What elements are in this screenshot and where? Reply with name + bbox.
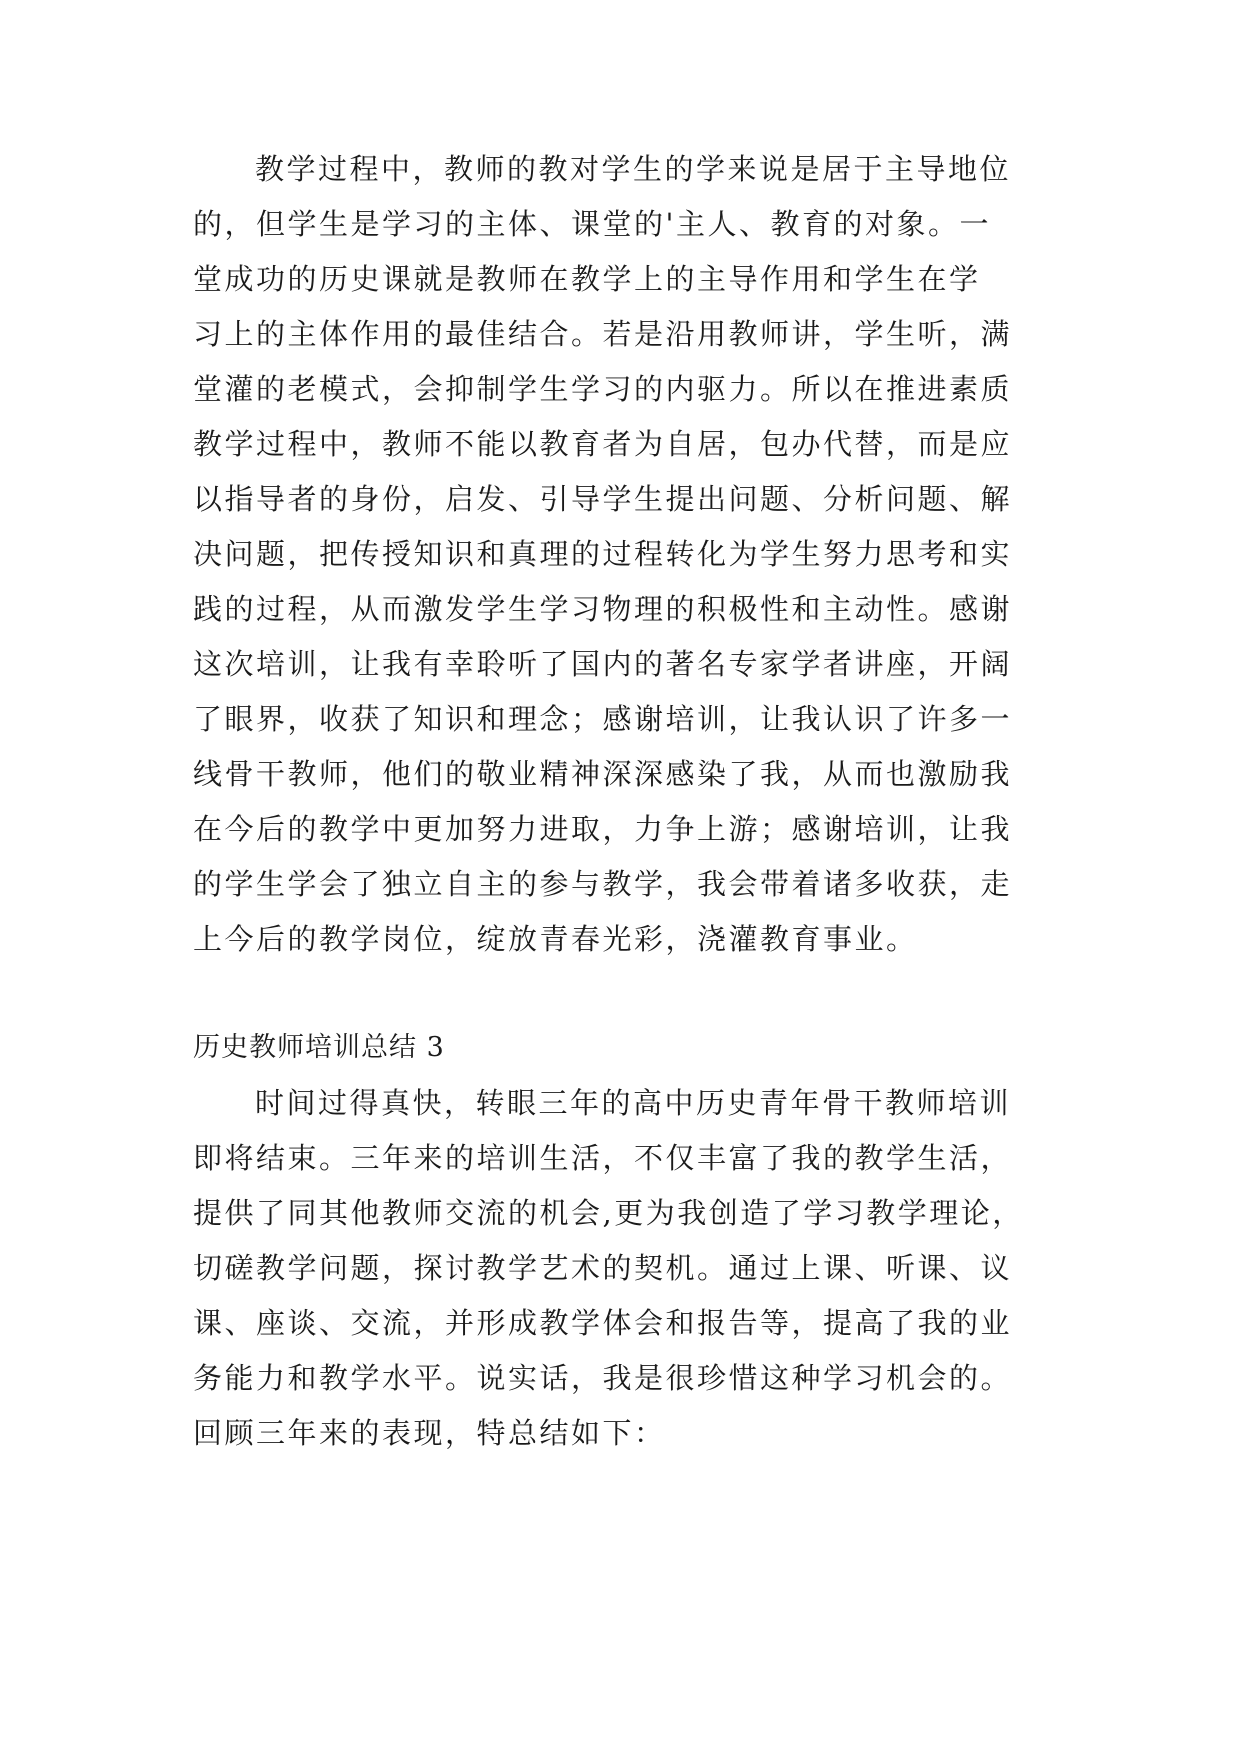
section-heading: 历史教师培训总结 3 <box>193 1032 445 1063</box>
paragraph-1-line-1: 教学过程中，教师的教对学生的学来说是居于主导地位 <box>255 152 1012 186</box>
paragraph-1-line-8: 决问题，把传授知识和真理的过程转化为学生努力思考和实 <box>193 537 1013 571</box>
paragraph-1-line-13: 在今后的教学中更加努力进取，力争上游；感谢培训，让我 <box>193 812 1013 846</box>
paragraph-2-line-3: 提供了同其他教师交流的机会,更为我创造了学习教学理论， <box>193 1196 1024 1230</box>
paragraph-2-line-7: 回顾三年来的表现，特总结如下： <box>193 1416 666 1450</box>
paragraph-2-line-5: 课、座谈、交流，并形成教学体会和报告等，提高了我的业 <box>193 1306 1013 1340</box>
paragraph-1-line-7: 以指导者的身份，启发、引导学生提出问题、分析问题、解 <box>193 482 1013 516</box>
paragraph-1-line-2: 的，但学生是学习的主体、课堂的'主人、教育的对象。一 <box>193 207 991 241</box>
paragraph-2-line-1: 时间过得真快，转眼三年的高中历史青年骨干教师培训 <box>255 1086 1012 1120</box>
paragraph-1-line-3: 堂成功的历史课就是教师在教学上的主导作用和学生在学 <box>193 262 981 296</box>
paragraph-1-line-6: 教学过程中，教师不能以教育者为自居，包办代替，而是应 <box>193 427 1013 461</box>
paragraph-1-line-9: 践的过程，从而激发学生学习物理的积极性和主动性。感谢 <box>193 592 1013 626</box>
paragraph-2-line-2: 即将结束。三年来的培训生活，不仅丰富了我的教学生活， <box>193 1141 1013 1175</box>
paragraph-1-line-15: 上今后的教学岗位，绽放青春光彩，浇灌教育事业。 <box>193 922 918 956</box>
paragraph-1-line-12: 线骨干教师，他们的敬业精神深深感染了我，从而也激励我 <box>193 757 1013 791</box>
paragraph-2-line-6: 务能力和教学水平。说实话，我是很珍惜这种学习机会的。 <box>193 1361 1013 1395</box>
paragraph-1-line-11: 了眼界，收获了知识和理念；感谢培训，让我认识了许多一 <box>193 702 1013 736</box>
paragraph-1-line-5: 堂灌的老模式，会抑制学生学习的内驱力。所以在推进素质 <box>193 372 1013 406</box>
paragraph-1-line-14: 的学生学会了独立自主的参与教学，我会带着诸多收获，走 <box>193 867 1013 901</box>
paragraph-1-line-10: 这次培训，让我有幸聆听了国内的著名专家学者讲座，开阔 <box>193 647 1013 681</box>
paragraph-2-line-4: 切磋教学问题，探讨教学艺术的契机。通过上课、听课、议 <box>193 1251 1013 1285</box>
paragraph-1-line-4: 习上的主体作用的最佳结合。若是沿用教师讲，学生听，满 <box>193 317 1013 351</box>
